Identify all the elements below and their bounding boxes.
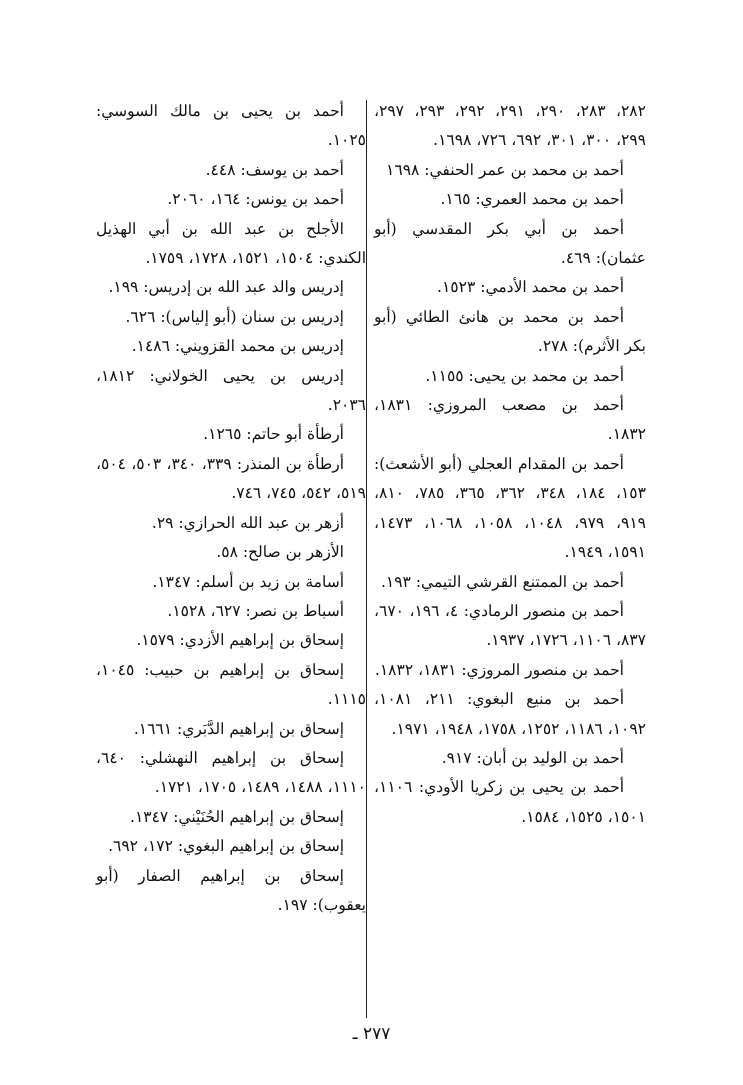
index-column-left [96, 97, 366, 920]
index-entry: أحمد بن يحيى بن زكريا الأودي: ١١٠٦، ١٥٠١، ١٥٢٥، ١٥٨٤. [374, 778, 646, 826]
index-entry: أحمد بن محمد بن عمر الحنفي: ١٦٩٨ [386, 160, 624, 179]
index-entry: إدريس بن محمد القزويني: ١٤٨٦. [131, 337, 344, 356]
index-entry: إدريس بن سنان (أبو إلياس): ٦٢٦. [125, 307, 344, 326]
index-entry: أسامة بن زيد بن أسلم: ١٣٤٧. [152, 572, 344, 591]
index-entry: أحمد بن محمد الأدمي: ١٥٢٣. [437, 278, 624, 297]
index-entry: أحمد بن يونس: ١٦٤، ٢٠٦٠. [167, 190, 344, 209]
index-entry: إسحاق بن إبراهيم الدَّبَري: ١٦٦١. [133, 719, 344, 738]
index-entry: أحمد بن منيع البغوي: ٢١١، ١٠٨١، ١٠٩٢، ١١٨٦، ١٢٥٢، ١٧٥٨، ١٩٤٨، ١٩٧١. [374, 690, 646, 738]
index-entry: إسحاق بن إبراهيم الصفار (أبو يعقوب): ١٩٧. [96, 866, 366, 914]
index-entry: أرطأة بن المنذر: ٣٣٩، ٣٤٠، ٥٠٣، ٥٠٤، ٥١٩، ٥٤٢، ٧٤٥، ٧٤٦. [96, 454, 366, 503]
index-entry: إسحاق بن إبراهيم بن حبيب: ١٠٤٥، ١١١٥. [96, 660, 366, 709]
index-entry: أحمد بن يوسف: ٤٤٨. [205, 160, 344, 179]
index-entry: إدريس والد عبد الله بن إدريس: ١٩٩. [108, 278, 344, 297]
index-entry: أحمد بن مصعب المروزي: ١٨٣١، ١٨٣٢. [374, 396, 646, 444]
index-entry: أحمد بن محمد العمري: ١٦٥. [440, 190, 624, 209]
index-entry: ٢٨٢، ٢٨٣، ٢٩٠، ٢٩١، ٢٩٢، ٢٩٣، ٢٩٧، ٢٩٩، ٣٠٠، ٣٠١، ٦٩٢، ٧٢٦، ١٦٩٨. [374, 102, 646, 150]
index-entry: إسحاق بن إبراهيم الحُنَيْني: ١٣٤٧. [130, 807, 344, 826]
index-entry: أحمد بن أبي بكر المقدسي (أبو عثمان): ٤٦٩. [374, 219, 646, 268]
index-entry: أحمد بن الممتنع القرشي التيمي: ١٩٣. [380, 572, 624, 591]
index-entry: أحمد بن منصور الرمادي: ٤، ١٩٦، ٦٧٠، ٨٣٧، ١١٠٦، ١٧٢٦، ١٩٣٧. [374, 601, 646, 650]
index-entry: الأزهر بن صالح: ٥٨. [216, 543, 344, 562]
index-entry: أرطأة أبو حاتم: ١٢٦٥. [203, 425, 344, 444]
index-entry: أحمد بن محمد بن هانئ الطائي (أبو بكر الأثرم): ٢٧٨. [374, 307, 646, 356]
index-entry: إسحاق بن إبراهيم النهشلي: ٦٤٠، ١١١٠، ١٤٨٨، ١٤٨٩، ١٧٠٥، ١٧٢١. [96, 748, 366, 797]
index-entry: أزهر بن عبد الله الحرازي: ٢٩. [151, 513, 344, 532]
index-entry: أسباط بن نصر: ٦٢٧، ١٥٢٨. [167, 601, 344, 620]
index-entry: أحمد بن الوليد بن أبان: ٩١٧. [441, 748, 624, 767]
index-entry: أحمد بن منصور المروزي: ١٨٣١، ١٨٣٢. [374, 660, 624, 679]
index-column-right [374, 97, 646, 832]
index-entry: إسحاق بن إبراهيم الأزدي: ١٥٧٩. [136, 631, 344, 650]
index-entry: الأجلح بن عبد الله بن أبي الهذيل الكندي: ١٥٠٤، ١٥٢١، ١٧٢٨، ١٧٥٩. [96, 219, 366, 268]
index-entry: أحمد بن يحيى بن مالك السوسي: ١٠٢٥. [96, 102, 366, 150]
index-entry: أحمد بن المقدام العجلي (أبو الأشعث): ١٥٣، ١٨٤، ٣٤٨، ٣٦٢، ٣٦٥، ٧٨٥، ٨١٠، ٩١٩، ٩٧٩، ١٠٤٨، ١٠٥٨، ١٠٦٨، ١٤٧٣، ١٥٩١، ١٩٤٩. [374, 454, 646, 562]
page-number: ٢٧٧ ـ [352, 1024, 391, 1044]
index-entry: إسحاق بن إبراهيم البغوي: ١٧٢، ٦٩٢. [108, 837, 344, 856]
index-entry: إدريس بن يحيى الخولاني: ١٨١٢، ٢٠٣٦. [96, 366, 366, 415]
column-divider [366, 100, 367, 1018]
index-entry: أحمد بن محمد بن يحيى: ١١٥٥. [425, 366, 624, 385]
